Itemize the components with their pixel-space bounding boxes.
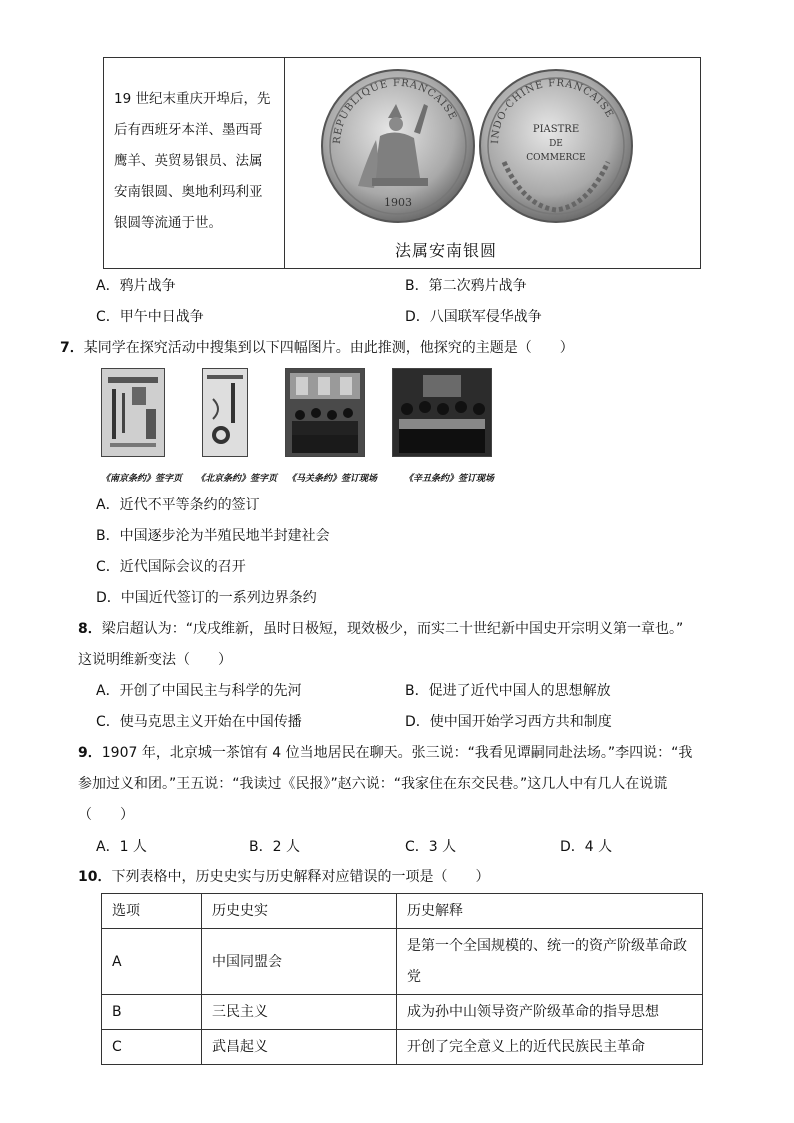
coin-text-line: 银圆等流通于世。 xyxy=(114,215,222,231)
coin-text-line: 安南银圆、奥地利玛利亚 xyxy=(114,184,263,200)
coin-back xyxy=(480,70,632,222)
photo-caption: 《北京条约》签字页 xyxy=(196,474,278,484)
q7-option-c[interactable]: C．近代国际会议的召开 xyxy=(96,559,246,575)
q9-stem-line2: 参加过义和团。”王五说：“我读过《民报》”赵六说：“我家住在东交民巷。”这几人中有几人在说谎 xyxy=(78,776,668,792)
coin-front xyxy=(322,70,474,222)
table-cell-explanation: 开创了完全意义上的近代民族民主革命 xyxy=(397,1030,703,1065)
question-number: 10． xyxy=(78,869,112,885)
coin-image xyxy=(318,66,638,226)
beijing-treaty-photo xyxy=(202,368,248,457)
table-cell-option: B xyxy=(102,995,202,1030)
q8-stem-line1 xyxy=(78,618,683,640)
coin-text-line: 鹰羊、英贸易银员、法属 xyxy=(114,153,263,169)
q8-stem-text: 梁启超认为：“戊戌维新，虽时日极短，现效极少，而实二十世纪新中国史开宗明义第一章也。” xyxy=(101,621,684,637)
table-header-cell: 历史史实 xyxy=(202,894,397,929)
table-cell-fact: 武昌起义 xyxy=(202,1030,397,1065)
q9-option-c[interactable]: C．3 人 xyxy=(405,839,457,855)
q9-stem-text: 1907 年，北京城一茶馆有 4 位当地居民在聊天。张三说：“我看见谭嗣同赴法场。”李四说：“我 xyxy=(101,745,693,761)
coin-front-legend: REPUBLIQUE FRANCAISE xyxy=(331,77,459,145)
coin-back-legend: INDO-CHINE FRANCAISE xyxy=(489,77,616,145)
coin-year: 1903 xyxy=(384,196,412,209)
photo-caption: 《南京条约》签字页 xyxy=(101,474,183,484)
nanjing-treaty-photo xyxy=(101,368,165,457)
coin-back-word: COMMERCE xyxy=(526,153,586,163)
coin-question-table xyxy=(103,57,701,269)
coin-back-word: PIASTRE xyxy=(532,124,580,135)
q9-stem-line3: （ ） xyxy=(78,807,134,823)
question-number: 7． xyxy=(60,340,84,356)
table-cell-fact: 中国同盟会 xyxy=(202,929,397,995)
q7-option-d[interactable]: D．中国近代签订的一系列边界条约 xyxy=(96,590,317,606)
q7-option-b[interactable]: B．中国逐步沦为半殖民地半封建社会 xyxy=(96,528,330,544)
q8-option-d[interactable]: D．使中国开始学习西方共和制度 xyxy=(405,714,612,730)
table-cell-explanation: 是第一个全国规模的、统一的资产阶级革命政党 xyxy=(397,929,703,995)
q8-option-b[interactable]: B．促进了近代中国人的思想解放 xyxy=(405,683,611,699)
q8-stem-line2: 这说明维新变法（ ） xyxy=(78,652,232,668)
q10-stem-text: 下列表格中，历史史实与历史解释对应错误的一项是（ ） xyxy=(111,869,490,885)
coin-back-word: DE xyxy=(549,139,563,149)
coin-caption: 法属安南银圆 xyxy=(395,241,498,260)
table-header-row xyxy=(102,894,703,929)
table-row xyxy=(102,995,703,1030)
table-divider xyxy=(284,58,285,268)
table-header-cell: 选项 xyxy=(102,894,202,929)
table-cell-explanation: 成为孙中山领导资产阶级革命的指导思想 xyxy=(397,995,703,1030)
coin-text-line: 19 世纪末重庆开埠后，先 xyxy=(114,91,271,107)
table-cell-option: C xyxy=(102,1030,202,1065)
history-table xyxy=(101,893,703,1065)
table-row xyxy=(102,1030,703,1065)
q10-stem xyxy=(78,866,489,888)
q7-stem-text: 某同学在探究活动中搜集到以下四幅图片。由此推测，他探究的主题是（ ） xyxy=(83,340,574,356)
q9-option-d[interactable]: D．4 人 xyxy=(560,839,613,855)
coin-text-line: 后有西班牙本洋、墨西哥 xyxy=(114,122,263,138)
xinchou-treaty-photo xyxy=(392,368,492,457)
table-cell-option: A xyxy=(102,929,202,995)
q9-option-b[interactable]: B．2 人 xyxy=(249,839,300,855)
question-number: 8． xyxy=(78,621,102,637)
table-cell-fact: 三民主义 xyxy=(202,995,397,1030)
q6-option-d[interactable]: D．八国联军侵华战争 xyxy=(405,309,542,325)
q6-option-c[interactable]: C．甲午中日战争 xyxy=(96,309,204,325)
table-row xyxy=(102,929,703,995)
shimonoseki-treaty-photo xyxy=(285,368,365,457)
q9-option-a[interactable]: A．1 人 xyxy=(96,839,147,855)
photo-caption: 《辛丑条约》签订现场 xyxy=(404,474,495,484)
q7-option-a[interactable]: A．近代不平等条约的签订 xyxy=(96,497,260,513)
question-number: 9． xyxy=(78,745,102,761)
table-header-cell: 历史解释 xyxy=(397,894,703,929)
q8-option-c[interactable]: C．使马克思主义开始在中国传播 xyxy=(96,714,302,730)
q7-stem xyxy=(60,337,574,359)
q6-option-b[interactable]: B．第二次鸦片战争 xyxy=(405,278,527,294)
q6-option-a[interactable]: A．鸦片战争 xyxy=(96,278,176,294)
coin-description xyxy=(114,84,282,239)
q9-stem-line1 xyxy=(78,742,692,764)
photo-caption: 《马关条约》签订现场 xyxy=(287,474,378,484)
q8-option-a[interactable]: A．开创了中国民主与科学的先河 xyxy=(96,683,302,699)
